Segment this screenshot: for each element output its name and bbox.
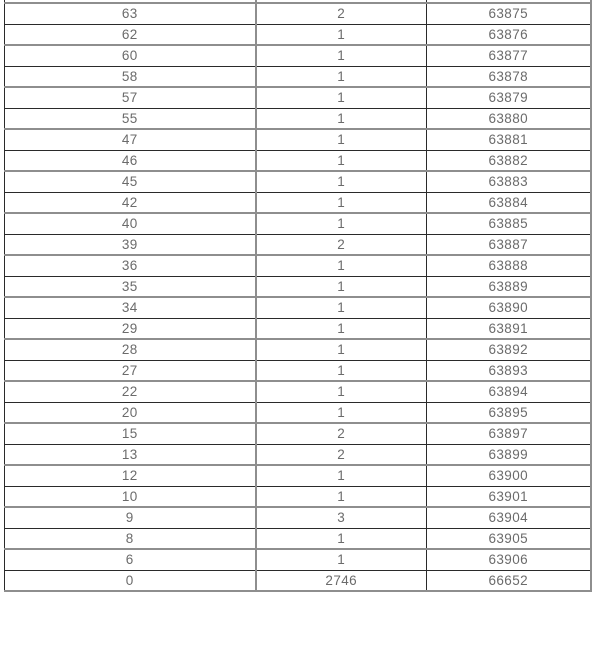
table-cell: 1 [256, 339, 427, 360]
table-cell: 1 [256, 255, 427, 276]
table-cell: 63897 [427, 423, 591, 444]
table-cell: 58 [5, 66, 256, 87]
table-row [5, 402, 591, 423]
table-cell: 1 [256, 465, 427, 486]
table-row [5, 549, 591, 570]
table-cell: 63904 [427, 507, 591, 528]
table-row [5, 486, 591, 507]
table-cell: 1 [256, 318, 427, 339]
table-row [5, 66, 591, 87]
table-cell: 1 [256, 297, 427, 318]
table-cell: 63900 [427, 465, 591, 486]
table-cell: 66652 [427, 570, 591, 591]
table-row [5, 192, 591, 213]
table-cell: 34 [5, 297, 256, 318]
table-row [5, 255, 591, 276]
table-cell: 63888 [427, 255, 591, 276]
table-cell: 63881 [427, 129, 591, 150]
table-row [5, 507, 591, 528]
table-cell: 1 [256, 381, 427, 402]
table-cell: 63883 [427, 171, 591, 192]
table-cell: 12 [5, 465, 256, 486]
table-cell: 6 [5, 549, 256, 570]
table-cell: 1 [256, 549, 427, 570]
table-cell: 63877 [427, 45, 591, 66]
table-cell: 1 [256, 66, 427, 87]
table-row [5, 318, 591, 339]
table-row [5, 339, 591, 360]
table-cell: 63893 [427, 360, 591, 381]
table-cell: 63879 [427, 87, 591, 108]
table-cell: 63895 [427, 402, 591, 423]
table-cell: 1 [256, 528, 427, 549]
table-row [5, 297, 591, 318]
table-cell: 47 [5, 129, 256, 150]
table-row [5, 444, 591, 465]
table-cell: 63878 [427, 66, 591, 87]
table-cell: 28 [5, 339, 256, 360]
table-cell: 63899 [427, 444, 591, 465]
table-cell: 63875 [427, 3, 591, 24]
table-cell: 63885 [427, 213, 591, 234]
table-row [5, 360, 591, 381]
table-cell: 9 [5, 507, 256, 528]
table-cell: 1 [256, 276, 427, 297]
table-row [5, 3, 591, 24]
table-cell: 63876 [427, 24, 591, 45]
table-cell: 63880 [427, 108, 591, 129]
table-cell: 2 [256, 3, 427, 24]
table-cell: 22 [5, 381, 256, 402]
table-row [5, 465, 591, 486]
table-cell: 15 [5, 423, 256, 444]
table-cell: 63887 [427, 234, 591, 255]
table-cell: 55 [5, 108, 256, 129]
table-cell: 63891 [427, 318, 591, 339]
table-cell: 1 [256, 402, 427, 423]
table-cell: 40 [5, 213, 256, 234]
table-cell: 1 [256, 213, 427, 234]
table-row [5, 108, 591, 129]
table-row [5, 150, 591, 171]
table-cell: 63890 [427, 297, 591, 318]
table-row [5, 24, 591, 45]
table-cell: 1 [256, 360, 427, 381]
table-cell: 27 [5, 360, 256, 381]
table-cell: 1 [256, 108, 427, 129]
table-cell: 63906 [427, 549, 591, 570]
table-cell: 63901 [427, 486, 591, 507]
table-cell: 36 [5, 255, 256, 276]
table-cell: 8 [5, 528, 256, 549]
table-cell: 13 [5, 444, 256, 465]
table-cell: 39 [5, 234, 256, 255]
table-cell: 57 [5, 87, 256, 108]
table-row [5, 87, 591, 108]
table-row [5, 129, 591, 150]
table-cell: 0 [5, 570, 256, 591]
table-cell: 1 [256, 171, 427, 192]
table-cell: 62 [5, 24, 256, 45]
table-cell: 1 [256, 150, 427, 171]
table-cell: 46 [5, 150, 256, 171]
table-cell: 1 [256, 192, 427, 213]
table-cell: 63 [5, 3, 256, 24]
table-row [5, 570, 591, 591]
table-cell: 63905 [427, 528, 591, 549]
table-row [5, 234, 591, 255]
table-cell: 2 [256, 444, 427, 465]
table-cell: 63894 [427, 381, 591, 402]
table-cell: 63882 [427, 150, 591, 171]
table-cell: 1 [256, 486, 427, 507]
table-body [5, 0, 591, 591]
table-cell: 2 [256, 423, 427, 444]
table-cell: 1 [256, 129, 427, 150]
table-cell: 1 [256, 24, 427, 45]
table-cell: 63892 [427, 339, 591, 360]
table-cell: 10 [5, 486, 256, 507]
table-row [5, 381, 591, 402]
table-cell: 63889 [427, 276, 591, 297]
table-cell: 35 [5, 276, 256, 297]
table-cell: 45 [5, 171, 256, 192]
table-cell: 29 [5, 318, 256, 339]
table-row [5, 276, 591, 297]
table-cell: 60 [5, 45, 256, 66]
table-cell: 63884 [427, 192, 591, 213]
table-cell: 1 [256, 87, 427, 108]
table-row [5, 528, 591, 549]
table-row [5, 45, 591, 66]
table-row [5, 423, 591, 444]
table-cell: 2 [256, 234, 427, 255]
table-cell: 42 [5, 192, 256, 213]
table-cell: 20 [5, 402, 256, 423]
table-row [5, 171, 591, 192]
data-table [4, 0, 592, 592]
table-row [5, 213, 591, 234]
table-cell: 2746 [256, 570, 427, 591]
table-cell: 1 [256, 45, 427, 66]
table-cell: 3 [256, 507, 427, 528]
